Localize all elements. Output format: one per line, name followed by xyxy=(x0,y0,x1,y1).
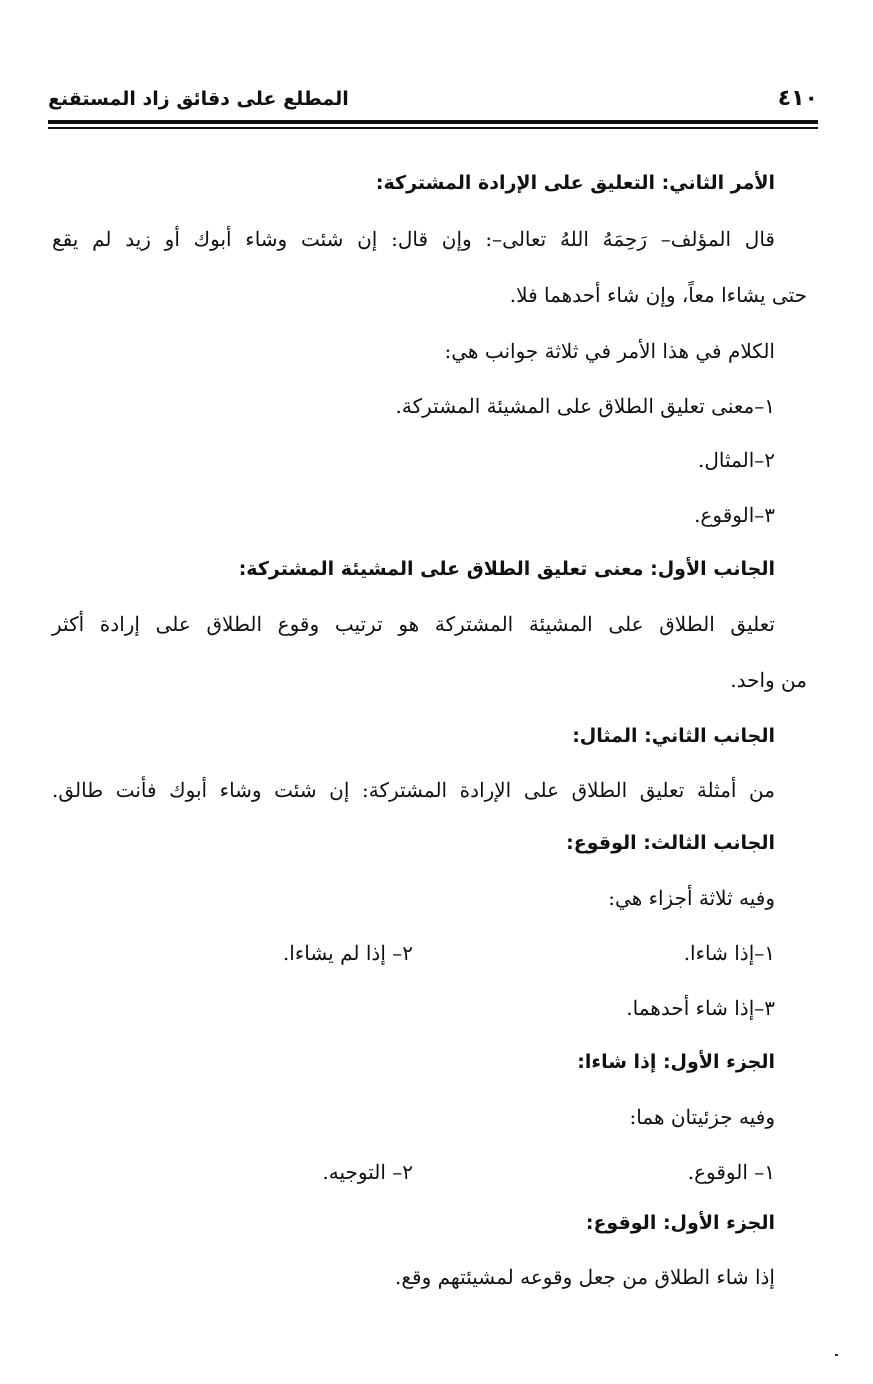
parts-intro: وفيه ثلاثة أجزاء هي: xyxy=(608,886,775,910)
page-header xyxy=(48,84,818,118)
definition-line-1: تعليق الطلاق على المشيئة المشتركة هو ترتيب وقوع الطلاق على إرادة أكثر xyxy=(52,612,775,636)
part-item-1: ١–إذا شاءا. xyxy=(683,941,775,965)
page-number: ٤١٠ xyxy=(777,86,818,111)
section-heading-occurrence: الجانب الثالث: الوقوع: xyxy=(566,832,775,854)
header-rule-thick xyxy=(48,120,818,124)
book-title: المطلع على دقائق زاد المستقنع xyxy=(48,88,349,110)
section-heading-example: الجانب الثاني: المثال: xyxy=(572,725,775,747)
example-text: من أمثلة تعليق الطلاق على الإرادة المشتركة: إن شئت وشاء أبوك فأنت طالق. xyxy=(52,778,775,802)
subpart-item-1: ١– الوقوع. xyxy=(687,1160,775,1184)
aspects-intro: الكلام في هذا الأمر في ثلاثة جوانب هي: xyxy=(444,339,775,363)
subparts-intro: وفيه جزئيتان هما: xyxy=(629,1105,775,1129)
part-item-3: ٣–إذا شاء أحدهما. xyxy=(626,996,775,1020)
header-rule-thin xyxy=(48,127,818,129)
quote-line-1: قال المؤلف– رَحِمَهُ اللهُ تعالى–: وإن قال: إن شئت وشاء أبوك أو زيد لم يقع xyxy=(52,227,775,251)
subpart-item-2: ٢– التوجيه. xyxy=(322,1160,413,1184)
scan-speck xyxy=(835,1354,838,1356)
section-heading-first-occurrence: الجزء الأول: الوقوع: xyxy=(585,1212,775,1234)
section-heading-meaning: الجانب الأول: معنى تعليق الطلاق على المشيئة المشتركة: xyxy=(238,558,775,580)
definition-line-2: من واحد. xyxy=(730,668,807,692)
part-item-2: ٢– إذا لم يشاءا. xyxy=(282,941,413,965)
section-heading-both-will: الجزء الأول: إذا شاءا: xyxy=(577,1051,775,1073)
aspect-list-item-1: ١–معنى تعليق الطلاق على المشيئة المشتركة. xyxy=(395,394,775,418)
ruling-text: إذا شاء الطلاق من جعل وقوعه لمشيئتهم وقع. xyxy=(395,1265,775,1289)
aspect-list-item-2: ٢–المثال. xyxy=(698,448,775,472)
aspect-list-item-3: ٣–الوقوع. xyxy=(694,503,775,527)
section-heading-shared-will: الأمر الثاني: التعليق على الإرادة المشتركة: xyxy=(375,172,775,194)
quote-line-2: حتى يشاءا معاً، وإن شاء أحدهما فلا. xyxy=(509,283,807,307)
